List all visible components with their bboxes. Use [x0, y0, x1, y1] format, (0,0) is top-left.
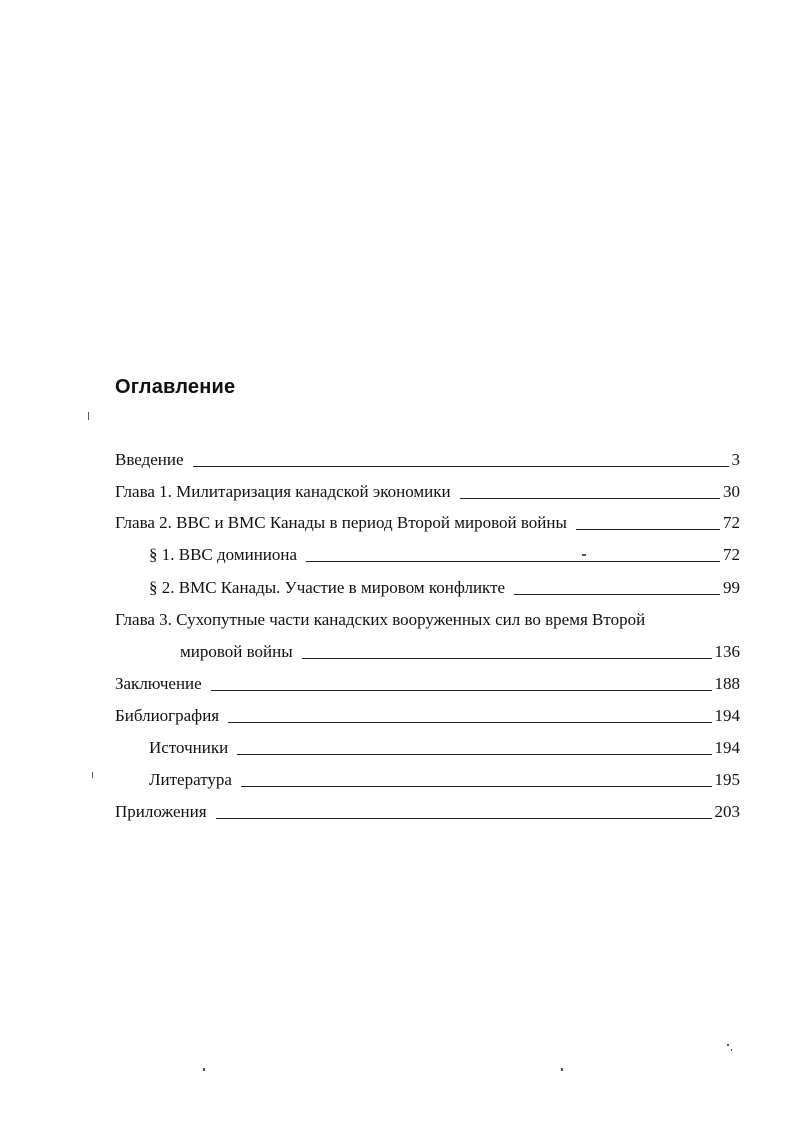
toc-page-number: 30 — [723, 482, 740, 501]
toc-page-number: 3 — [731, 450, 740, 469]
scan-speck — [727, 1044, 729, 1046]
toc-entry-label: § 1. ВВС доминиона — [149, 545, 298, 564]
toc-entry-label: Источники — [149, 738, 229, 757]
toc-entry-label: Глава 2. ВВС и ВМС Канады в период Второй мировой войны — [115, 513, 567, 532]
toc-entry-section-2 — [149, 578, 740, 598]
toc-leader-line — [193, 466, 729, 467]
toc-entry-label: Введение — [115, 450, 184, 469]
toc-entry-sources — [149, 738, 740, 758]
toc-entry-label: Библиография — [115, 706, 220, 725]
toc-entry-bibliography — [115, 706, 740, 726]
toc-entry-section-1 — [149, 545, 740, 565]
toc-heading: Оглавление — [115, 376, 236, 398]
toc-page-number: 136 — [714, 642, 740, 661]
toc-entry-chapter-3 — [180, 642, 740, 662]
toc-page-number: 194 — [714, 738, 740, 757]
toc-entry-introduction — [115, 450, 740, 470]
toc-leader-line — [460, 498, 720, 499]
toc-entry-label-continued: мировой войны — [180, 642, 293, 661]
toc-page-number: 195 — [714, 770, 740, 789]
toc-entry-chapter-3-first-line: Глава 3. Сухопутные части канадских вооруженных сил во время Второй — [115, 610, 646, 629]
toc-entry-label: § 2. ВМС Канады. Участие в мировом конфликте — [149, 578, 506, 597]
toc-leader-line — [211, 690, 712, 691]
toc-entry-literature — [149, 770, 740, 790]
scan-speck — [582, 554, 586, 556]
toc-page-number: 99 — [723, 578, 740, 597]
toc-entry-label: Глава 1. Милитаризация канадской экономики — [115, 482, 451, 501]
scan-speck — [561, 1068, 563, 1071]
toc-leader-line — [216, 818, 712, 819]
toc-leader-line — [576, 529, 720, 530]
toc-entry-label: Приложения — [115, 802, 207, 821]
toc-entry-chapter-1 — [115, 482, 740, 502]
toc-entry-conclusion — [115, 674, 740, 694]
scan-speck — [731, 1049, 732, 1051]
toc-leader-line — [241, 786, 712, 787]
toc-page-number: 203 — [714, 802, 740, 821]
toc-leader-line — [306, 561, 720, 562]
toc-leader-line — [514, 594, 720, 595]
toc-leader-line — [237, 754, 711, 755]
toc-leader-line — [228, 722, 711, 723]
toc-page-number: 194 — [714, 706, 740, 725]
toc-entry-label: Литература — [149, 770, 232, 789]
toc-entry-appendices — [115, 802, 740, 822]
scan-speck — [88, 412, 89, 420]
toc-entry-label: Заключение — [115, 674, 202, 693]
scan-speck — [92, 772, 93, 778]
toc-leader-line — [302, 658, 712, 659]
toc-page-number: 72 — [723, 545, 740, 564]
scan-speck — [203, 1068, 205, 1071]
toc-page-number: 188 — [714, 674, 740, 693]
toc-page-number: 72 — [723, 513, 740, 532]
toc-entry-chapter-2 — [115, 513, 740, 533]
